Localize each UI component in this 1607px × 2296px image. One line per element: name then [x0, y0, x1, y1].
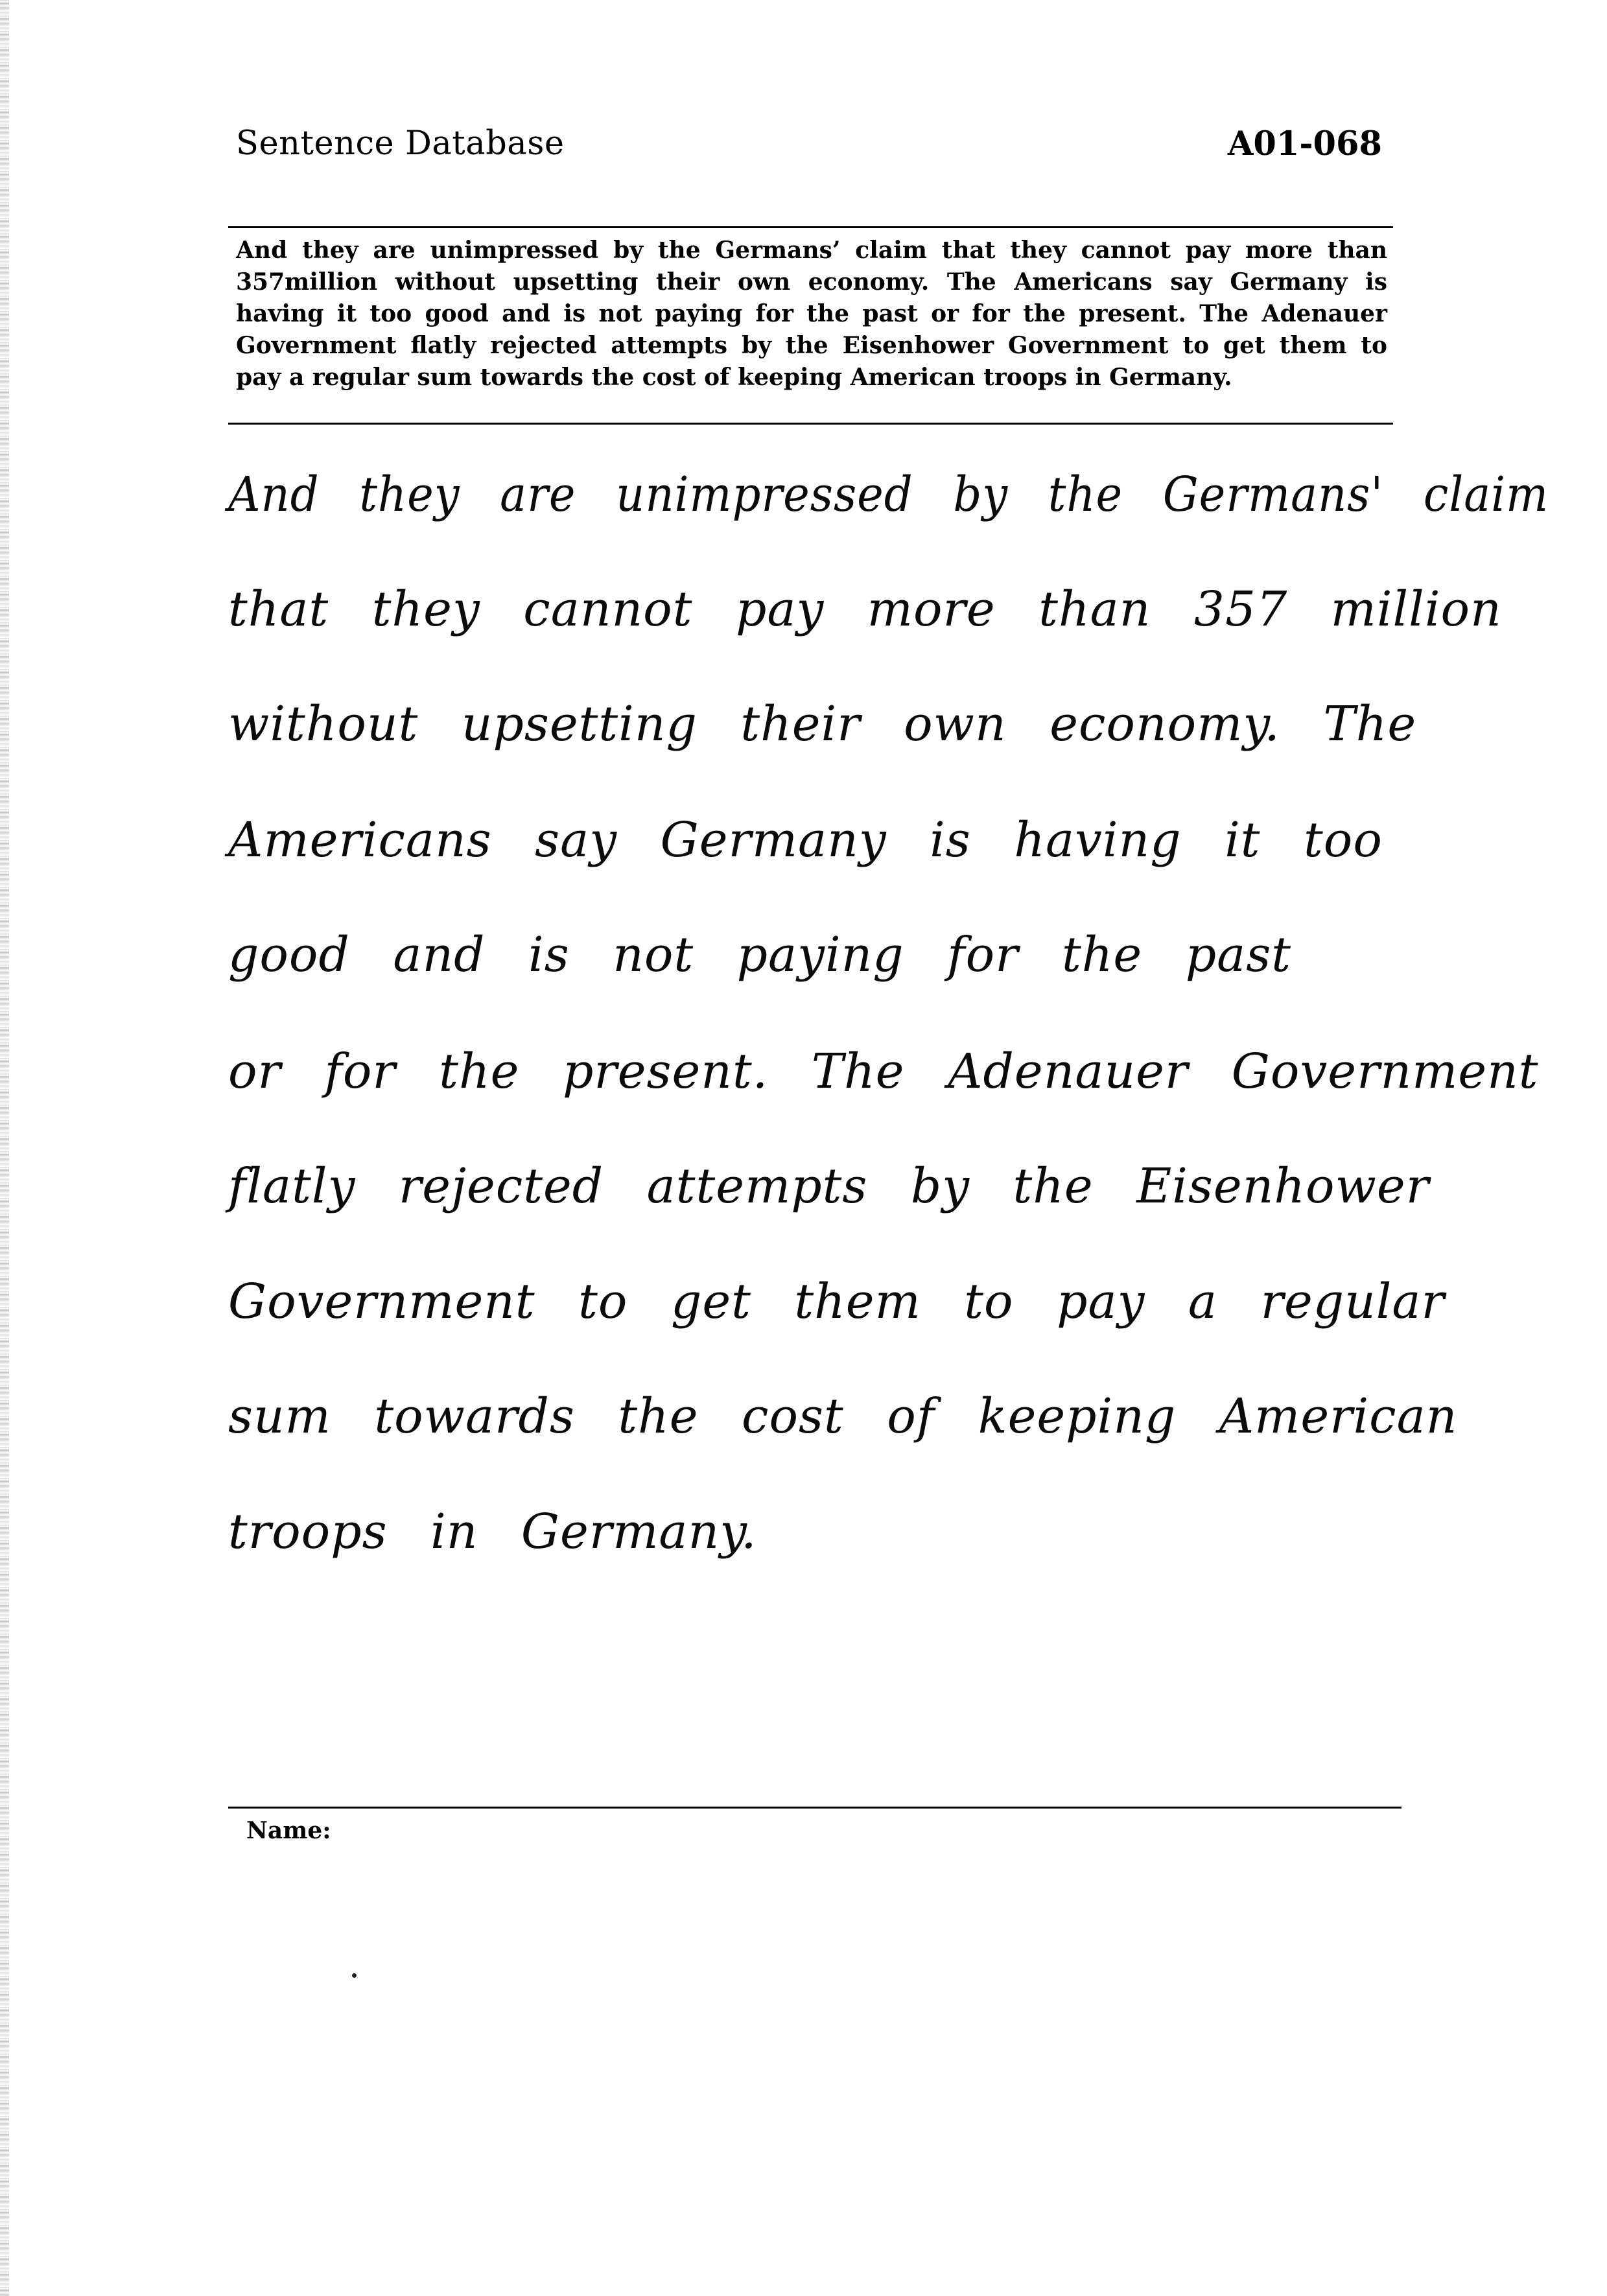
- handwritten-line: And they are unimpressed by the Germans' claim: [228, 467, 1549, 522]
- scan-speck: [352, 1973, 357, 1978]
- top-divider: [228, 226, 1393, 228]
- form-id: A01-068: [1227, 124, 1382, 163]
- handwritten-line: that they cannot pay more than 357 million: [228, 581, 1502, 637]
- printed-line: Government flatly rejected attempts by the Eisenhower Government to get them to: [236, 332, 1387, 359]
- printed-line: 357million without upsetting their own economy. The Americans say Germany is: [236, 268, 1387, 296]
- bottom-divider: [228, 1807, 1402, 1809]
- handwritten-line: sum towards the cost of keeping American: [228, 1388, 1458, 1444]
- printed-line: having it too good and is not paying for the past or for the present. The Adenauer: [236, 300, 1387, 327]
- printed-text-block: [236, 235, 1387, 393]
- handwritten-line: without upsetting their own economy. The: [228, 696, 1417, 752]
- handwritten-line: Government to get them to pay a regular: [228, 1274, 1445, 1330]
- scan-edge-noise: [0, 0, 9, 2296]
- handwritten-line: good and is not paying for the past: [228, 927, 1291, 983]
- handwritten-line: flatly rejected attempts by the Eisenhower: [228, 1158, 1430, 1214]
- handwritten-line: or for the present. The Adenauer Government: [228, 1044, 1539, 1099]
- handwritten-line: Americans say Germany is having it too: [228, 812, 1383, 868]
- handwritten-line: troops in Germany.: [228, 1504, 757, 1560]
- name-label: Name:: [246, 1817, 331, 1844]
- middle-divider: [228, 423, 1393, 425]
- printed-line: And they are unimpressed by the Germans’ claim that they cannot pay more than: [236, 237, 1387, 264]
- printed-line: pay a regular sum towards the cost of keeping American troops in Germany.: [236, 364, 1232, 391]
- page-title: Sentence Database: [236, 124, 565, 163]
